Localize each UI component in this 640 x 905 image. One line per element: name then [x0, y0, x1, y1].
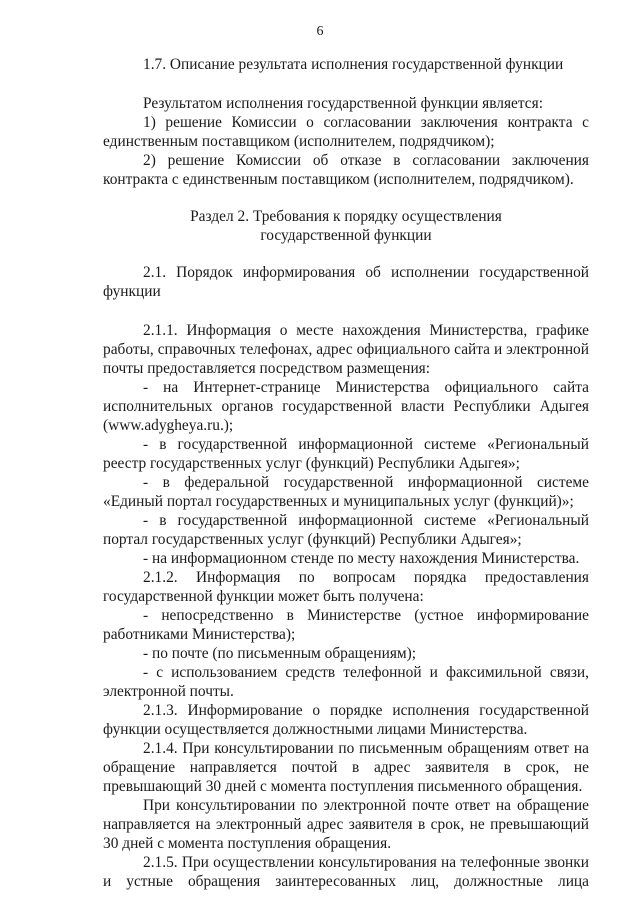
- bullet-federal-portal: - в федеральной государственной информационной системе «Единый портал государственных и муниципальных услуг (функций)»;: [103, 474, 589, 510]
- paragraph-2-1-2: 2.1.2. Информация по вопросам порядка предоставления государственной функции может быть получена:: [103, 569, 589, 605]
- bullet-in-ministry: - непосредственно в Министерстве (устное информирование работниками Министерства);: [103, 607, 589, 643]
- paragraph-2-1-1: 2.1.1. Информация о месте нахождения Министерства, графике работы, справочных телефонах, адрес официального сайта и электронной почты предоставляется посредством размещения:: [103, 322, 589, 377]
- bullet-by-mail: - по почте (по письменным обращениям);: [143, 645, 417, 662]
- paragraph-2-1-4: 2.1.4. При консультировании по письменным обращениям ответ на обращение направляется почтой в адрес заявителя в срок, не превышающий 30 дней с момента поступления письменного обращения.: [103, 740, 589, 795]
- document-body: [103, 55, 589, 891]
- section-2-heading-line-1: Раздел 2. Требования к порядку осуществления: [190, 208, 502, 225]
- result-item-1: 1) решение Комиссии о согласовании заключения контракта с единственным поставщиком (исполнителем, подрядчиком);: [103, 114, 589, 150]
- bullet-website: - на Интернет-странице Министерства официального сайта исполнительных органов государственной власти Республики Адыгея (www.adygheya.ru.);: [103, 379, 589, 434]
- section-1-7-title: 1.7. Описание результата исполнения государственной функции: [143, 56, 564, 73]
- bullet-regional-registry: - в государственной информационной системе «Региональный реестр государственных услуг (функций) Республики Адыгея»;: [103, 436, 589, 472]
- page-number: 6: [316, 24, 324, 39]
- bullet-regional-portal: - в государственной информационной системе «Региональный портал государственных услуг (функций) Республики Адыгея»;: [103, 512, 589, 548]
- result-item-2: 2) решение Комиссии об отказе в согласовании заключения контракта с единственным поставщиком (исполнителем, подрядчиком).: [103, 152, 589, 188]
- result-intro: Результатом исполнения государственной функции является:: [143, 95, 543, 112]
- paragraph-2-1-3: 2.1.3. Информирование о порядке исполнения государственной функции осуществляется должностными лицами Министерства.: [103, 702, 589, 738]
- subsection-2-1-title: 2.1. Порядок информирования об исполнении государственной функции: [103, 264, 589, 300]
- bullet-info-stand: - на информационном стенде по месту нахождения Министерства.: [143, 550, 580, 567]
- bullet-phone-fax-email: - с использованием средств телефонной и факсимильной связи, электронной почты.: [103, 664, 589, 700]
- paragraph-2-1-5: 2.1.5. При осуществлении консультирования на телефонные звонки и устные обращения заинтересованных лиц, должностные лица: [103, 854, 589, 890]
- section-2-heading-line-2: государственной функции: [260, 227, 432, 244]
- paragraph-email-consulting: При консультировании по электронной почте ответ на обращение направляется на электронный адрес заявителя в срок, не превышающий 30 дней с момента поступления обращения.: [103, 797, 589, 852]
